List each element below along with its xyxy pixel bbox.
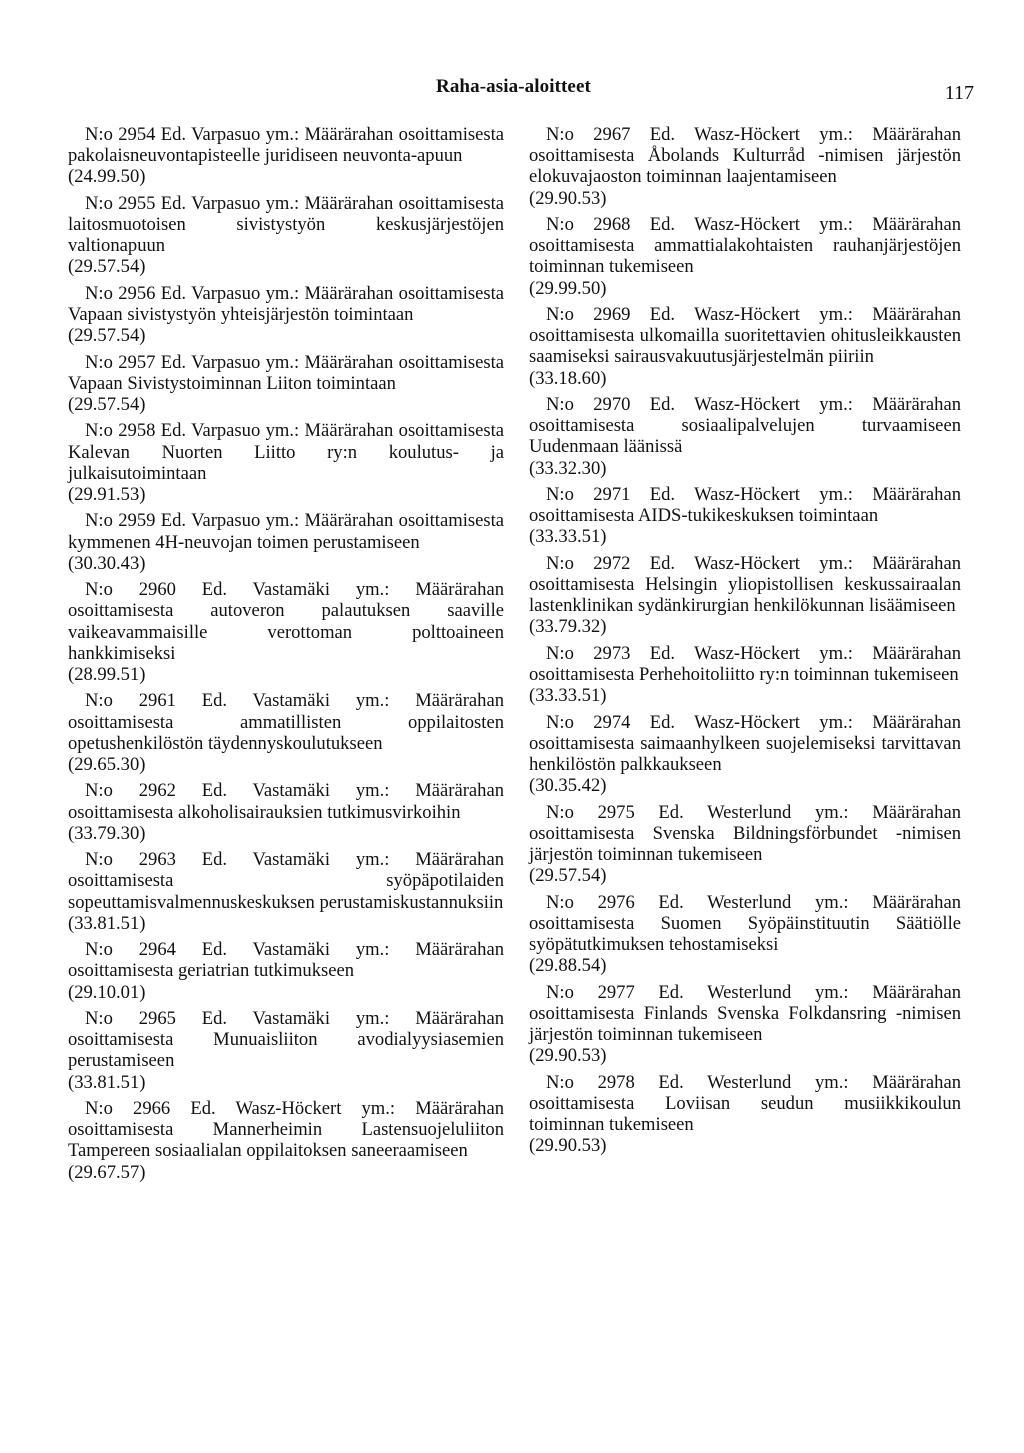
entry-code: (29.91.53) xyxy=(68,484,146,505)
list-item xyxy=(68,124,504,188)
entry-text: N:o 2972 Ed. Wasz-Höckert ym.: Määrärahan osoittamisesta Helsingin yliopistollisen keskussairaalan lastenklinikan sydänkirurgian henkilökunnan lisäämiseen xyxy=(529,552,961,617)
entry-text: N:o 2968 Ed. Wasz-Höckert ym.: Määrärahan osoittamisesta ammattialakohtaisten rauhanjärjestöjen toiminnan tukemiseen xyxy=(529,214,961,278)
list-item xyxy=(529,1072,961,1157)
list-item xyxy=(529,124,961,209)
page-header xyxy=(0,76,1024,106)
list-item xyxy=(68,193,504,278)
entry-text: N:o 2973 Ed. Wasz-Höckert ym.: Määrärahan osoittamisesta Perhehoitoliitto ry:n toiminnan tukemiseen xyxy=(529,642,961,685)
list-item xyxy=(529,802,961,887)
left-column xyxy=(68,124,504,1188)
entry-text: N:o 2954 Ed. Varpasuo ym.: Määrärahan osoittamisesta pakolaisneuvontapisteelle juridiseen neuvonta-apuun xyxy=(68,124,504,167)
list-item xyxy=(529,214,961,299)
entry-code: (33.81.51) xyxy=(68,912,146,934)
entry-text: N:o 2977 Ed. Westerlund ym.: Määrärahan osoittamisesta Finlands Svenska Folkdansring -nimisen järjestön toiminnan tukemiseen xyxy=(529,981,961,1045)
entry-code: (33.33.51) xyxy=(529,685,607,707)
entry-code: (29.57.54) xyxy=(68,394,146,415)
entry-code: (29.90.53) xyxy=(529,1045,607,1067)
list-item xyxy=(529,394,961,479)
entry-code: (28.99.51) xyxy=(68,664,146,685)
entry-code: (29.65.30) xyxy=(68,754,146,775)
entry-text: N:o 2964 Ed. Vastamäki ym.: Määrärahan osoittamisesta geriatrian tutkimukseen xyxy=(68,939,504,982)
entry-text: N:o 2956 Ed. Varpasuo ym.: Määrärahan osoittamisesta Vapaan sivistystyön yhteisjärjestön toimintaan xyxy=(68,282,504,325)
entry-text: N:o 2969 Ed. Wasz-Höckert ym.: Määrärahan osoittamisesta ulkomailla suoritettavien ohitusleikkausten saamiseksi sairausvakuutusjärjestelmän piiriin xyxy=(529,304,961,368)
entry-text: N:o 2975 Ed. Westerlund ym.: Määrärahan osoittamisesta Svenska Bildningsförbundet -nimisen järjestön toiminnan tukemiseen xyxy=(529,801,961,865)
entry-code: (29.57.54) xyxy=(529,865,607,887)
entry-code: (33.79.32) xyxy=(529,616,607,638)
entry-text: N:o 2958 Ed. Varpasuo ym.: Määrärahan osoittamisesta Kalevan Nuorten Liitto ry:n koulutus- ja julkaisutoimintaan xyxy=(68,420,504,484)
list-item xyxy=(68,1098,504,1183)
entry-text: N:o 2978 Ed. Westerlund ym.: Määrärahan osoittamisesta Loviisan seudun musiikkikoulun toiminnan tukemiseen xyxy=(529,1071,961,1135)
list-item xyxy=(68,579,504,685)
entry-code: (33.18.60) xyxy=(529,367,607,389)
list-item xyxy=(68,939,504,1003)
list-item xyxy=(529,484,961,548)
list-item xyxy=(529,304,961,389)
list-item xyxy=(68,352,504,416)
entry-text: N:o 2966 Ed. Wasz-Höckert ym.: Määrärahan osoittamisesta Mannerheimin Lastensuojeluliiton Tampereen sosiaalialan oppilaitoksen saneeraamiseen xyxy=(68,1097,504,1162)
list-item xyxy=(68,1008,504,1093)
entry-code: (29.90.53) xyxy=(529,187,607,209)
entry-code: (24.99.50) xyxy=(68,166,146,188)
entry-code: (33.79.30) xyxy=(68,822,146,844)
entry-code: (29.99.50) xyxy=(529,277,607,299)
entry-text: N:o 2955 Ed. Varpasuo ym.: Määrärahan osoittamisesta laitosmuotoisen sivistystyön keskusjärjestöjen valtionapuun xyxy=(68,192,504,257)
entry-code: (33.81.51) xyxy=(68,1071,146,1093)
list-item xyxy=(529,553,961,638)
list-item xyxy=(68,849,504,934)
entry-text: N:o 2970 Ed. Wasz-Höckert ym.: Määrärahan osoittamisesta sosiaalipalvelujen turvaamiseen Uudenmaan läänissä xyxy=(529,394,961,458)
page-title: Raha-asia-aloitteet xyxy=(436,76,591,97)
entry-code: (30.35.42) xyxy=(529,775,607,797)
page-number: 117 xyxy=(944,82,974,104)
list-item xyxy=(68,420,504,505)
entry-text: N:o 2965 Ed. Vastamäki ym.: Määrärahan osoittamisesta Munuaisliiton avodialyysiasemien perustamiseen xyxy=(68,1007,504,1072)
entry-text: N:o 2961 Ed. Vastamäki ym.: Määrärahan osoittamisesta ammatillisten oppilaitosten opetushenkilöstön täydennyskoulutukseen xyxy=(68,690,504,754)
entry-code: (29.57.54) xyxy=(68,325,146,347)
entry-text: N:o 2959 Ed. Varpasuo ym.: Määrärahan osoittamisesta kymmenen 4H-neuvojan toimen perustamiseen xyxy=(68,510,504,553)
entry-code: (30.30.43) xyxy=(68,552,146,574)
entry-code: (29.67.57) xyxy=(68,1161,146,1183)
entry-code: (29.88.54) xyxy=(529,955,607,977)
entry-text: N:o 2960 Ed. Vastamäki ym.: Määrärahan osoittamisesta autoveron palautuksen saaville vaikeavammaisille verottoman polttoaineen hankkimiseksi xyxy=(68,579,504,664)
entry-text: N:o 2957 Ed. Varpasuo ym.: Määrärahan osoittamisesta Vapaan Sivistystoiminnan Liiton toimintaan xyxy=(68,351,504,394)
list-item xyxy=(529,892,961,977)
list-item xyxy=(68,283,504,347)
list-item xyxy=(529,712,961,797)
entry-text: N:o 2967 Ed. Wasz-Höckert ym.: Määrärahan osoittamisesta Åbolands Kulturråd -nimisen järjestön elokuvajaoston toiminnan laajentamiseen xyxy=(529,124,961,188)
entry-code: (33.33.51) xyxy=(529,526,607,548)
list-item xyxy=(68,690,504,775)
entry-code: (29.10.01) xyxy=(68,981,146,1003)
entry-code: (33.32.30) xyxy=(529,457,607,479)
right-column xyxy=(529,124,961,1162)
entry-text: N:o 2974 Ed. Wasz-Höckert ym.: Määrärahan osoittamisesta saimaanhylkeen suojelemiseksi tarvittavan henkilöstön palkkaukseen xyxy=(529,711,961,775)
entry-text: N:o 2963 Ed. Vastamäki ym.: Määrärahan osoittamisesta syöpäpotilaiden sopeuttamisvalmennuskeskuksen perustamiskustannuksiin xyxy=(68,849,504,913)
entry-text: N:o 2962 Ed. Vastamäki ym.: Määrärahan osoittamisesta alkoholisairauksien tutkimusvirkoihin xyxy=(68,780,504,823)
list-item xyxy=(68,780,504,844)
list-item xyxy=(529,982,961,1067)
entry-text: N:o 2976 Ed. Westerlund ym.: Määrärahan osoittamisesta Suomen Syöpäinstituutin Säätiölle syöpätutkimuksen tehostamiseksi xyxy=(529,891,961,955)
list-item xyxy=(529,643,961,707)
list-item xyxy=(68,510,504,574)
entry-text: N:o 2971 Ed. Wasz-Höckert ym.: Määrärahan osoittamisesta AIDS-tukikeskuksen toimintaan xyxy=(529,484,961,527)
entry-code: (29.90.53) xyxy=(529,1135,607,1157)
entry-code: (29.57.54) xyxy=(68,256,146,278)
